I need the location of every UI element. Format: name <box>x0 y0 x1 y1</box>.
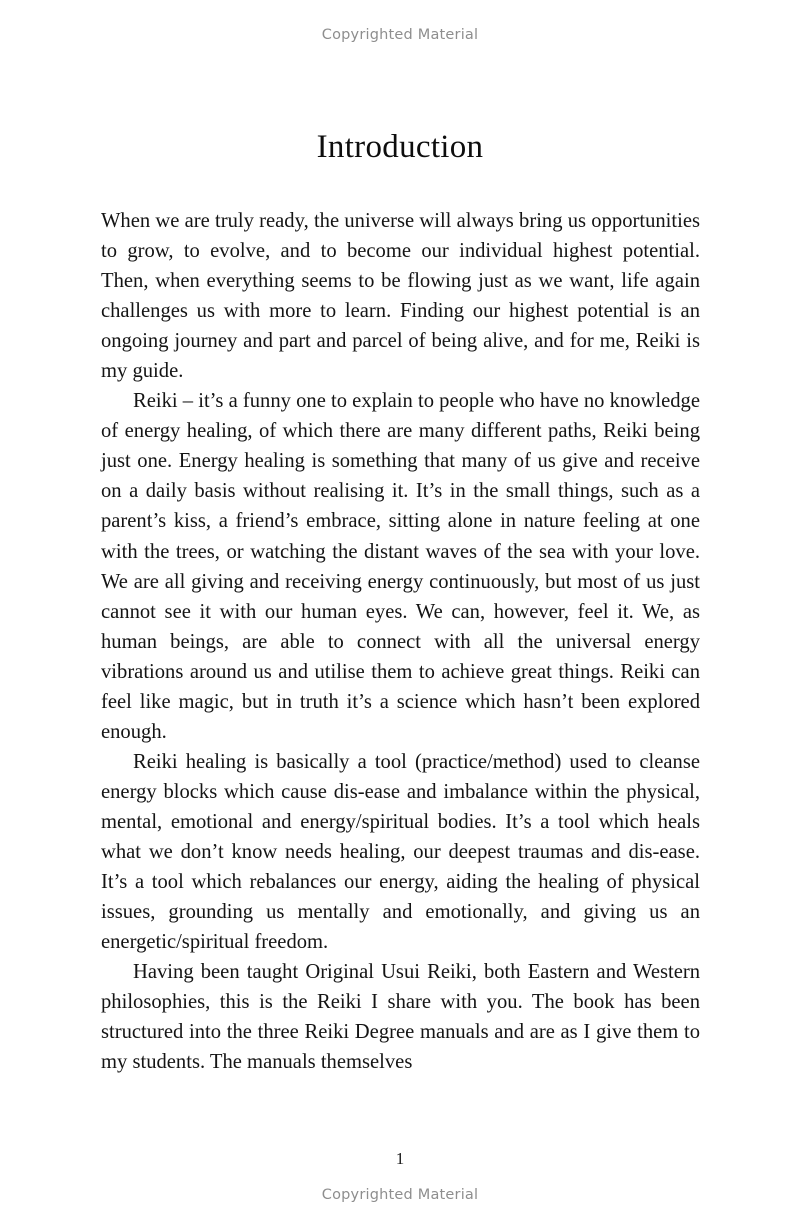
page-title: Introduction <box>316 129 484 166</box>
page-number: 1 <box>395 1149 405 1168</box>
paragraph-4: Having been taught Original Usui Reiki, both Eastern and Western philosophies, this is the Reiki I share with you. The book has been structured into the three Reiki Degree manuals and are as I give them to my students. The manuals themselves <box>101 961 700 1074</box>
paragraph-1: When we are truly ready, the universe will always bring us opportunities to grow, to evolve, and to become our individual highest potential. Then, when everything seems to be flowing just as we want, life again challenges us with more to learn. Finding our highest potential is an ongoing journey and part and parcel of being alive, and for me, Reiki is my guide. <box>101 210 700 383</box>
copyright-watermark-top: Copyrighted Material <box>321 27 479 43</box>
paragraph-2: Reiki – it’s a funny one to explain to people who have no knowledge of energy healing, of which there are many different paths, Reiki being just one. Energy healing is something that many of us give and receive on a daily basis without realising it. It’s in the small things, such as a parent’s kiss, a friend’s embrace, sitting alone in nature feeling at one with the trees, or watching the distant waves of the sea with your love. We are all giving and receiving energy continuously, but most of us just cannot see it with our human eyes. We can, however, feel it. We, as human beings, are able to connect with all the universal energy vibrations around us and utilise them to achieve great things. Reiki can feel like magic, but in truth it’s a science which hasn’t been explored enough. <box>101 390 700 743</box>
paragraph-3: Reiki healing is basically a tool (practice/method) used to cleanse energy blocks which cause dis-ease and imbalance within the physical, mental, emotional and energy/spiritual bodies. It’s a tool which heals what we don’t know needs healing, our deepest traumas and dis-ease. It’s a tool which rebalances our energy, aiding the healing of physical issues, grounding us mentally and emotionally, and giving us an energetic/spiritual freedom. <box>101 750 700 954</box>
body-text-block <box>101 206 700 1077</box>
copyright-watermark-bottom: Copyrighted Material <box>321 1187 479 1203</box>
